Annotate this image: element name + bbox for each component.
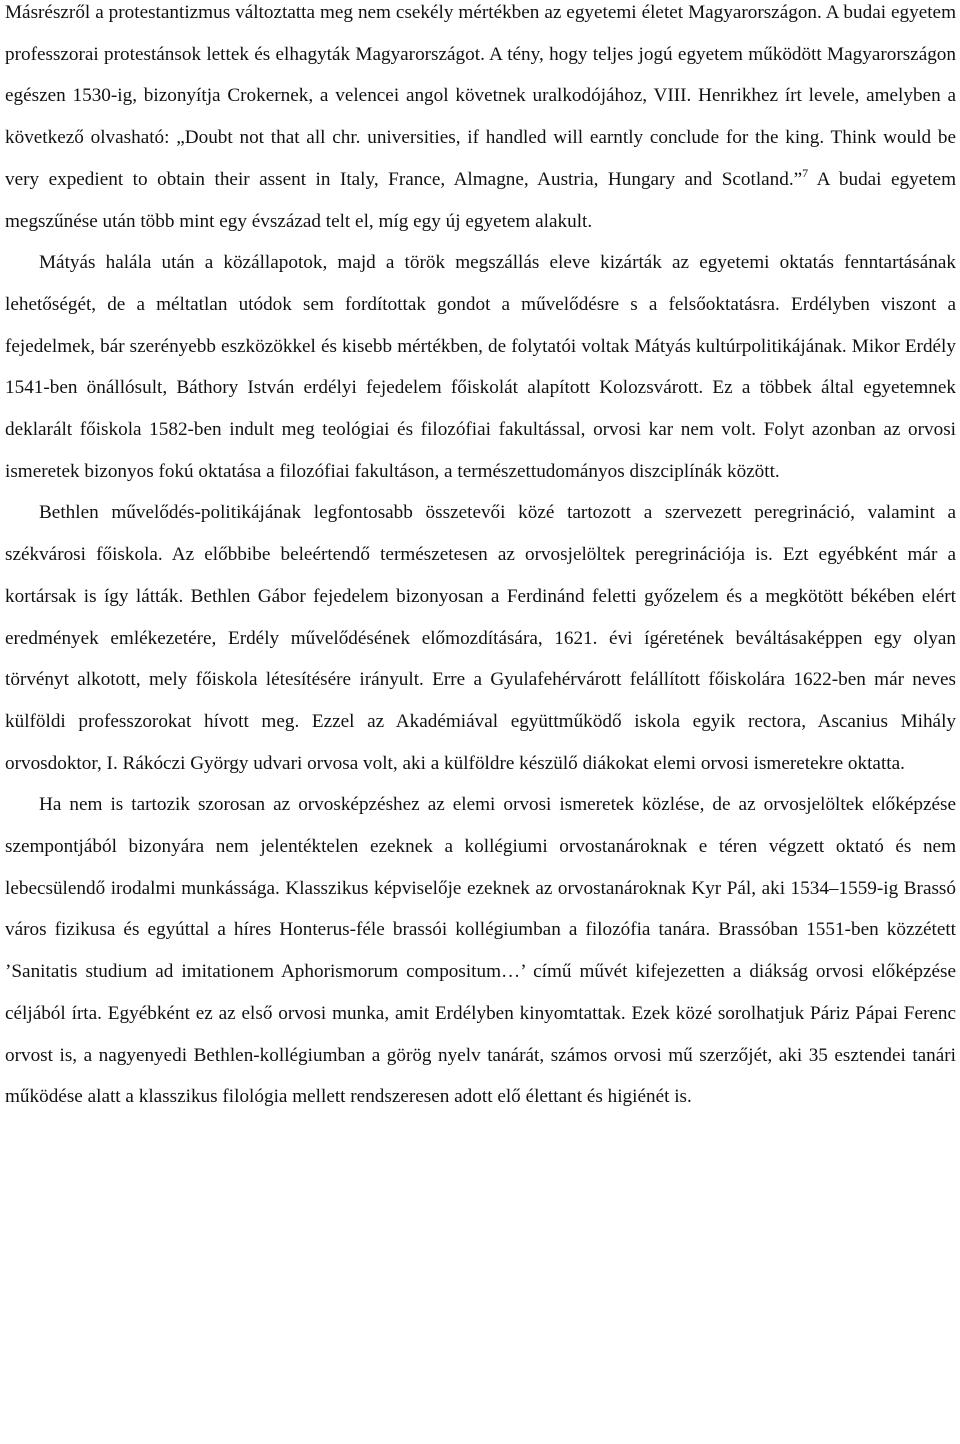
paragraph-1 [5, 0, 956, 242]
paragraph-3: Bethlen művelődés-politikájának legfontosabb összetevői közé tartozott a szervezett peregrináció, valamint a székvárosi főiskola. Az előbbibe beleértendő természetesen az orvosjelöltek peregrinációja is. Ezt egyébként már a kortársak is így látták. Bethlen Gábor fejedelem bizonyosan a Ferdinánd feletti győzelem és a megkötött békében elért eredmények emlékezetére, Erdély művelődésének előmozdítására, 1621. évi ígéretének beváltásaképpen egy olyan törvényt alkotott, mely főiskola létesítésére irányult. Erre a Gyulafehérvárott felállított főiskolára 1622-ben már neves külföldi professzorokat hívott meg. Ezzel az Akadémiával együttműködő iskola egyik rectora, Ascanius Mihály orvosdoktor, I. Rákóczi György udvari orvosa volt, aki a külföldre készülő diákokat elemi orvosi ismeretekre oktatta. [5, 502, 956, 774]
paragraph-1-text: Másrészről a protestantizmus változtatta meg nem csekély mértékben az egyetemi életet Magyarországon. A budai egyetem professzorai protestánsok lettek és elhagyták Magyarországot. A tény, hogy teljes jogú egyetem működött Magyarországon egészen 1530-ig, bizonyítja Crokernek, a velencei angol követnek uralkodójához, VIII. Henrikhez írt levele, amelyben a következő olvasható: „Doubt not that all chr. universities, if handled will earntly conclude for the king. Think would be very expedient to obtain their assent in Italy, France, Almagne, Austria, Hungary and Scotland.” [5, 2, 956, 190]
paragraph-2: Mátyás halála után a közállapotok, majd a török megszállás eleve kizárták az egyetemi oktatás fenntartásának lehetőségét, de a méltatlan utódok sem fordítottak gondot a művelődésre s a felsőoktatásra. Erdélyben viszont a fejedelmek, bár szerényebb eszközökkel és kisebb mértékben, de folytatói voltak Mátyás kultúrpolitikájának. Mikor Erdély 1541-ben önállósult, Báthory István erdélyi fejedelem főiskolát alapított Kolozsvárott. Ez a többek által egyetemnek deklarált főiskola 1582-ben indult meg teológiai és filozófiai fakultással, orvosi kar nem volt. Folyt azonban az orvosi ismeretek bizonyos fokú oktatása a filozófiai fakultáson, a természettudományos diszciplínák között. [5, 252, 956, 482]
paragraph-4: Ha nem is tartozik szorosan az orvosképzéshez az elemi orvosi ismeretek közlése, de az orvosjelöltek előképzése szempontjából bizonyára nem jelentéktelen ezeknek a kollégiumi orvostanároknak e téren végzett oktató és nem lebecsülendő irodalmi munkássága. Klasszikus képviselője ezeknek az orvostanároknak Kyr Pál, aki 1534–1559-ig Brassó város fizikusa és egyúttal a híres Honterus-féle brassói kollégiumban a filozófia tanára. Brassóban 1551-ben közzétett ’Sanitatis studium ad imitationem Aphorismorum compositum…’ című művét kifejezetten a diákság orvosi előképzése céljából írta. Egyébként ez az első orvosi munka, amit Erdélyben kinyomtattak. Ezek közé sorolhatjuk Páriz Pápai Ferenc orvost is, a nagyenyedi Bethlen-kollégiumban a görög nyelv tanárát, számos orvosi mű szerzőjét, aki 35 esztendei tanári működése alatt a klasszikus filológia mellett rendszeresen adott elő élettant és higiénét is. [5, 794, 956, 1108]
paragraph-1-text-continued: A budai egyetem megszűnése után több mint egy évszázad telt el, míg egy új egyetem alakult. [5, 168, 956, 232]
footnote-marker[interactable]: 7 [802, 165, 809, 180]
